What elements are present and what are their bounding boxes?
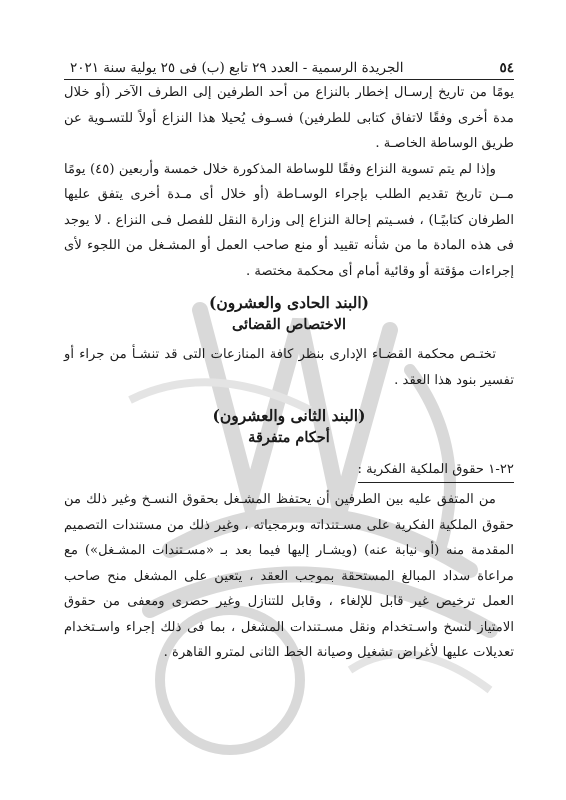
- paragraph-intellectual-property: من المتفق عليه بين الطرفين أن يحتفظ المشـغل بحقوق النسـخ وغير ذلك من حقوق الملكية الفكرية على مسـتنداته وبرمجياته ، وغير ذلك من مستندات التصميم المقدمة منه (أو نيابة عنه) (ويشـار إليها فيما بعد بـ «مسـتندات المشـغل») مع مراعاة سداد المبالغ المستحقة بموجب العقد ، يتعين على المشغل منح صاحب العمل ترخيص غير قابل للإلغاء ، وقابل للتنازل وغير حصرى ومعفى من حقوق الامتياز لنسخ واسـتخدام ونقل مسـتندات المشغل ، بما فى ذلك إجراء واسـتخدام تعديلات عليها لأغراض تشغيل وصيانة الخط الثانى لمترو القاهرة .: [64, 492, 514, 660]
- section-21-title: الاختصاص القضائى: [231, 316, 347, 333]
- gazette-header-title: الجريدة الرسمية - العدد ٢٩ تابع (ب) فى ٢٥ يولية سنة ٢٠٢١: [70, 60, 404, 76]
- page-number: ٥٤: [499, 60, 514, 76]
- paragraph-referral: وإذا لم يتم تسوية النزاع وفقًا للوساطة المذكورة خلال خمسة وأربعين (٤٥) يومًا مــن تاريخ تقديم الطلب بإجراء الوسـاطة (أو خلال أى مـدة أخرى يتفق عليها الطرفان كتابيًـا) ، فسـيتم إحالة النزاع إلى وزارة النقل للفصل فـى النزاع . لا يوجد فى هذه المادة ما من شأنه تقييد أو منع صاحب العمل أو المشـغل من اللجوء لأى إجراءات مؤقتة أو وقائية أمام أى محكمة مختصة .: [64, 161, 514, 279]
- clause-22-1-label: ٢٢-١ حقوق الملكية الفكرية :: [358, 459, 514, 483]
- paragraph-mediation: يومًا من تاريخ إرسـال إخطار بالنزاع من أحد الطرفين إلى الطرف الآخر (أو خلال مدة أخرى وفقًا لاتفاق كتابى للطرفين) فسـوف يُحيلا هذا النزاع أولاً للتسـوية عن طريق الوساطة الخاصـة .: [64, 85, 514, 151]
- section-22-title: أحكام متفرقة: [248, 429, 330, 446]
- paragraph-jurisdiction: تختـص محكمة القضـاء الإدارى بنظر كافة المنازعات التى قد تنشـأ من جراء أو تفسير بنود هذا العقد .: [64, 347, 514, 388]
- section-22-heading: (البند الثانى والعشرون): [212, 406, 366, 425]
- section-21-heading: (البند الحادى والعشرون): [208, 293, 369, 312]
- document-page: [64, 60, 514, 666]
- running-header: [64, 60, 514, 80]
